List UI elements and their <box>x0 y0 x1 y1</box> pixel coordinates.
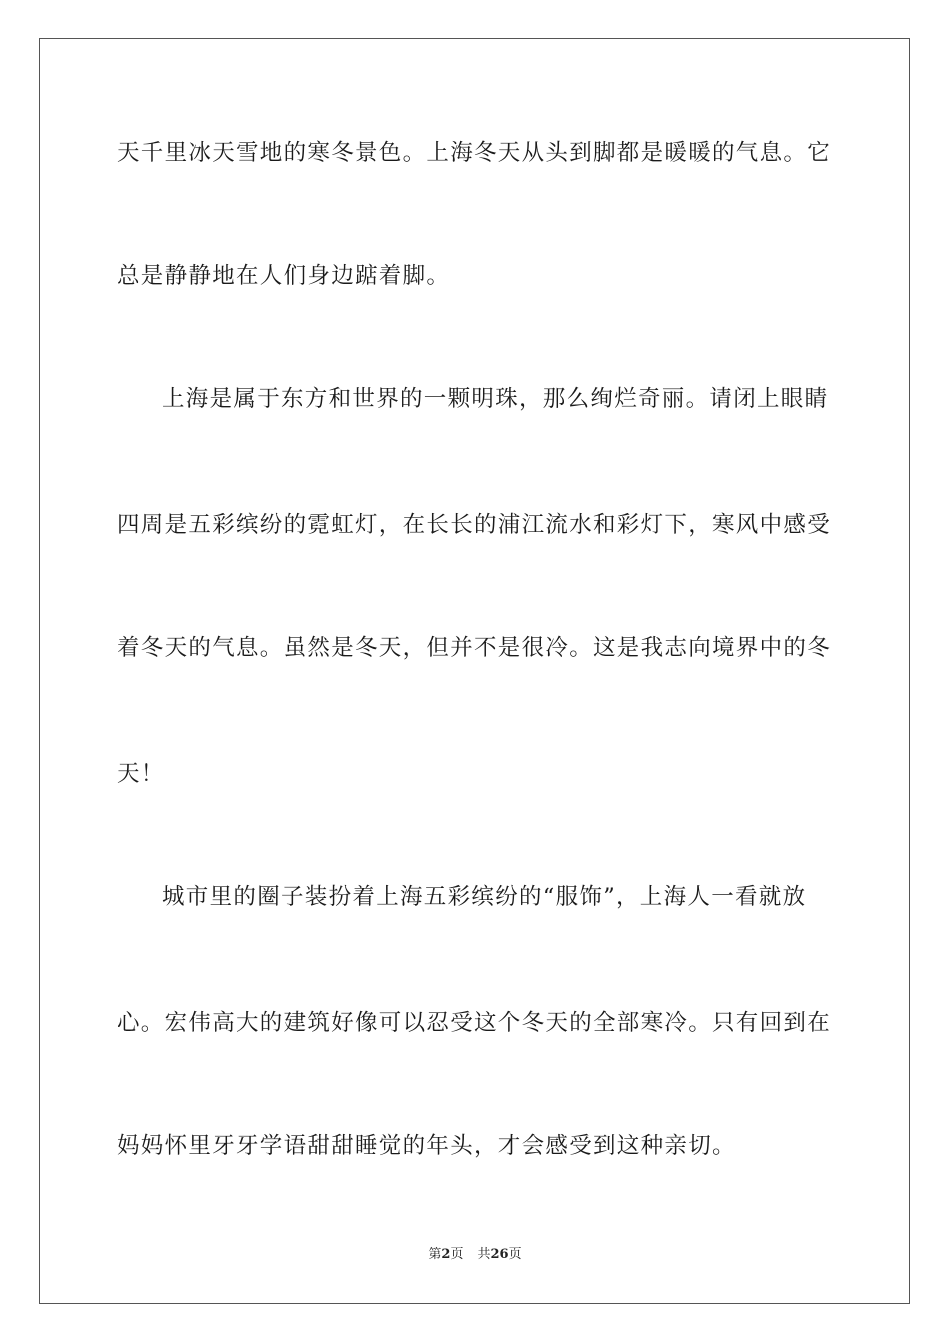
total-suffix: 页 <box>508 1247 522 1262</box>
text-line-2: 总是静静地在人们身边踮着脚。 <box>117 263 451 289</box>
page-prefix: 第 <box>428 1247 442 1262</box>
current-page-number: 2 <box>441 1247 451 1262</box>
total-prefix: 共 <box>477 1247 491 1262</box>
paragraph-3-line-1: 城市里的圈子装扮着上海五彩缤纷的“服饰”，上海人一看就放 <box>162 884 807 910</box>
paragraph-2-line-1: 上海是属于东方和世界的一颗明珠，那么绚烂奇丽。请闭上眼睛 <box>162 386 829 412</box>
text-line-4: 四周是五彩缤纷的霓虹灯，在长长的浦江流水和彩灯下，寒风中感受 <box>117 512 832 538</box>
text-line-5: 着冬天的气息。虽然是冬天，但并不是很冷。这是我志向境界中的冬 <box>117 635 832 661</box>
text-line-9: 妈妈怀里牙牙学语甜甜睡觉的年头，才会感受到这种亲切。 <box>117 1133 736 1159</box>
page-footer <box>0 1246 950 1264</box>
text-line-1: 天千里冰天雪地的寒冬景色。上海冬天从头到脚都是暖暖的气息。它 <box>117 140 832 166</box>
text-line-6: 天！ <box>117 761 165 787</box>
page-suffix: 页 <box>450 1247 464 1262</box>
text-line-8: 心。宏伟高大的建筑好像可以忍受这个冬天的全部寒冷。只有回到在 <box>117 1010 832 1036</box>
total-pages-number: 26 <box>490 1247 509 1262</box>
page-border <box>39 38 910 1304</box>
